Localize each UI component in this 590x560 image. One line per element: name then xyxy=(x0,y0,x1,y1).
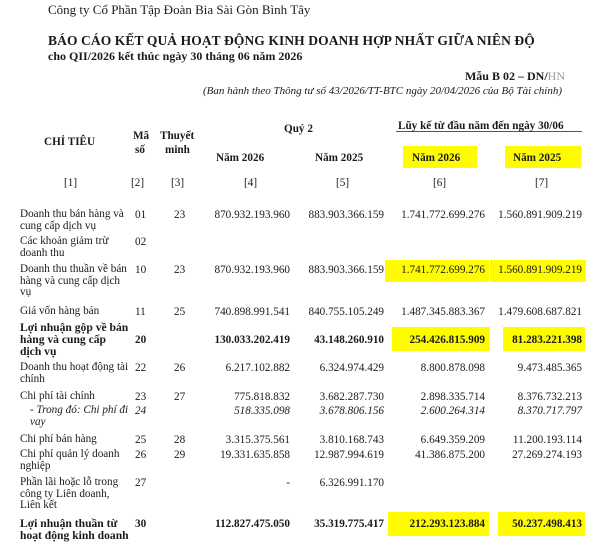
row-q2026: 6.217.102.882 xyxy=(225,362,290,374)
col-index-2: [2] xyxy=(131,177,145,189)
row-l2026: 212.293.123.884 xyxy=(409,518,485,530)
row-l2025: 1.560.891.909.219 xyxy=(498,209,582,221)
header-ma-so-1: Mã xyxy=(133,130,150,142)
row-note: 23 xyxy=(174,264,186,276)
row-label: Các khoản giảm trừ doanh thu xyxy=(20,235,109,259)
row-note: 29 xyxy=(174,449,186,461)
row-label: Lợi nhuận gộp về bán hàng và cung cấp dịch vụ xyxy=(20,321,129,358)
header-thuyet-minh-2: minh xyxy=(165,144,190,156)
row-l2026: 2.600.264.314 xyxy=(420,405,485,417)
row-code: 30 xyxy=(135,518,147,530)
row-code: 27 xyxy=(135,477,147,489)
header-luy-ke: Lũy kế từ đầu năm đến ngày 30/06 xyxy=(398,120,564,132)
row-code: 20 xyxy=(135,334,147,346)
row-q2026: 112.827.475.050 xyxy=(215,518,290,530)
row-q2025: 3.810.168.743 xyxy=(319,434,384,446)
col-index-6: [6] xyxy=(433,177,447,189)
row-code: 23 xyxy=(135,391,147,403)
row-q2025: 43.148.260.910 xyxy=(314,334,384,346)
row-label: Chi phí bán hàng xyxy=(20,433,97,445)
row-q2025: 6.326.991.170 xyxy=(319,477,384,489)
row-note: 25 xyxy=(174,306,186,318)
form-code-suffix: HN xyxy=(547,69,565,83)
row-q2026: 130.033.202.419 xyxy=(214,334,290,346)
form-code-main: Mẫu B 02 – DN/ xyxy=(464,69,548,83)
company-name: Công ty Cổ Phần Tập Đoàn Bia Sài Gòn Bình Tây xyxy=(48,2,311,17)
col-index-3: [3] xyxy=(171,177,185,189)
header-l-2025: Năm 2025 xyxy=(513,152,562,164)
row-code: 11 xyxy=(135,306,146,318)
header-thuyet-minh-1: Thuyết xyxy=(160,130,195,142)
row-label: Giá vốn hàng bán xyxy=(20,305,100,317)
form-code xyxy=(465,69,565,84)
row-code: 25 xyxy=(135,434,147,446)
header-ma-so-2: số xyxy=(135,144,145,156)
header-chi-tieu: CHỈ TIÊU xyxy=(44,136,96,148)
col-index-5: [5] xyxy=(336,177,350,189)
row-q2026: 870.932.193.960 xyxy=(214,264,290,276)
row-q2026: 870.932.193.960 xyxy=(214,209,290,221)
row-label: Phần lãi hoặc lỗ trong công ty Liên doanh, Liên kết xyxy=(20,476,119,512)
row-code: 02 xyxy=(135,236,147,248)
row-q2025: 3.678.806.156 xyxy=(319,405,384,417)
row-label: Doanh thu bán hàng và cung cấp dịch vụ xyxy=(20,208,124,232)
row-l2025: 8.370.717.797 xyxy=(517,405,582,417)
row-l2026: 254.426.815.909 xyxy=(409,334,485,346)
row-q2025: 6.324.974.429 xyxy=(319,362,384,374)
row-l2025: 8.376.732.213 xyxy=(517,391,582,403)
row-l2025: 1.479.608.687.821 xyxy=(498,306,582,318)
row-q2026: - xyxy=(286,477,290,489)
row-l2026: 41.386.875.200 xyxy=(415,449,485,461)
row-q2025: 3.682.287.730 xyxy=(319,391,384,403)
row-code: 24 xyxy=(135,405,147,417)
row-q2025: 883.903.366.159 xyxy=(308,264,384,276)
header-l-2026: Năm 2026 xyxy=(412,152,461,164)
row-q2025: 840.755.105.249 xyxy=(308,306,384,318)
decree-note: (Ban hành theo Thông tư số 43/2026/TT-BTC ngày 20/04/2026 của Bộ Tài chính) xyxy=(202,85,562,97)
row-note: 23 xyxy=(174,209,186,221)
row-l2025: 50.237.498.413 xyxy=(512,518,582,530)
header-quy-2: Quý 2 xyxy=(284,123,313,135)
row-l2026: 8.800.878.098 xyxy=(420,362,485,374)
row-l2025: 81.283.221.398 xyxy=(512,334,582,346)
row-l2026: 1.741.772.699.276 xyxy=(401,264,485,276)
row-label: Doanh thu thuần về bán hàng và cung cấp dịch vụ xyxy=(20,263,127,299)
row-q2025: 12.987.994.619 xyxy=(314,449,384,461)
row-code: 10 xyxy=(135,264,147,276)
row-label: Lợi nhuận thuần từ hoạt động kinh doanh xyxy=(20,517,129,542)
col-index-4: [4] xyxy=(244,177,258,189)
row-l2026: 6.649.359.209 xyxy=(420,434,485,446)
row-l2026: 1.487.345.883.367 xyxy=(401,306,485,318)
row-l2025: 11.200.193.114 xyxy=(512,434,582,446)
row-q2025: 35.319.775.417 xyxy=(314,518,384,530)
report-subtitle: cho QII/2026 kết thúc ngày 30 tháng 06 năm 2026 xyxy=(48,49,303,63)
row-label: Chi phí quản lý doanh nghiệp xyxy=(20,448,120,472)
row-l2026: 1.741.772.699.276 xyxy=(401,209,485,221)
row-q2026: 775.818.832 xyxy=(234,391,290,403)
row-l2025: 1.560.891.909.219 xyxy=(498,264,582,276)
row-l2025: 27.269.274.193 xyxy=(512,449,582,461)
row-code: 22 xyxy=(135,362,147,374)
report-title: BÁO CÁO KẾT QUẢ HOẠT ĐỘNG KINH DOANH HỢP NHẤT GIỮA NIÊN ĐỘ xyxy=(48,33,535,48)
header-q-2026: Năm 2026 xyxy=(216,152,265,164)
row-note: 27 xyxy=(174,391,186,403)
row-l2025: 9.473.485.365 xyxy=(517,362,582,374)
row-note: 28 xyxy=(174,434,186,446)
row-label: Chi phí tài chính xyxy=(20,390,95,402)
row-q2026: 3.315.375.561 xyxy=(225,434,290,446)
row-l2026: 2.898.335.714 xyxy=(420,391,485,403)
col-index-1: [1] xyxy=(64,177,78,189)
row-q2026: 518.335.098 xyxy=(234,405,290,417)
row-note: 26 xyxy=(174,362,186,374)
row-label: Doanh thu hoạt động tài chính xyxy=(20,361,129,385)
row-q2026: 19.331.635.858 xyxy=(220,449,290,461)
row-code: 26 xyxy=(135,449,147,461)
row-label: - Trong đó: Chi phí đi vay xyxy=(30,404,129,428)
row-q2026: 740.898.991.541 xyxy=(214,306,290,318)
row-code: 01 xyxy=(135,209,147,221)
col-index-7: [7] xyxy=(535,177,549,189)
header-q-2025: Năm 2025 xyxy=(315,152,364,164)
row-q2025: 883.903.366.159 xyxy=(308,209,384,221)
